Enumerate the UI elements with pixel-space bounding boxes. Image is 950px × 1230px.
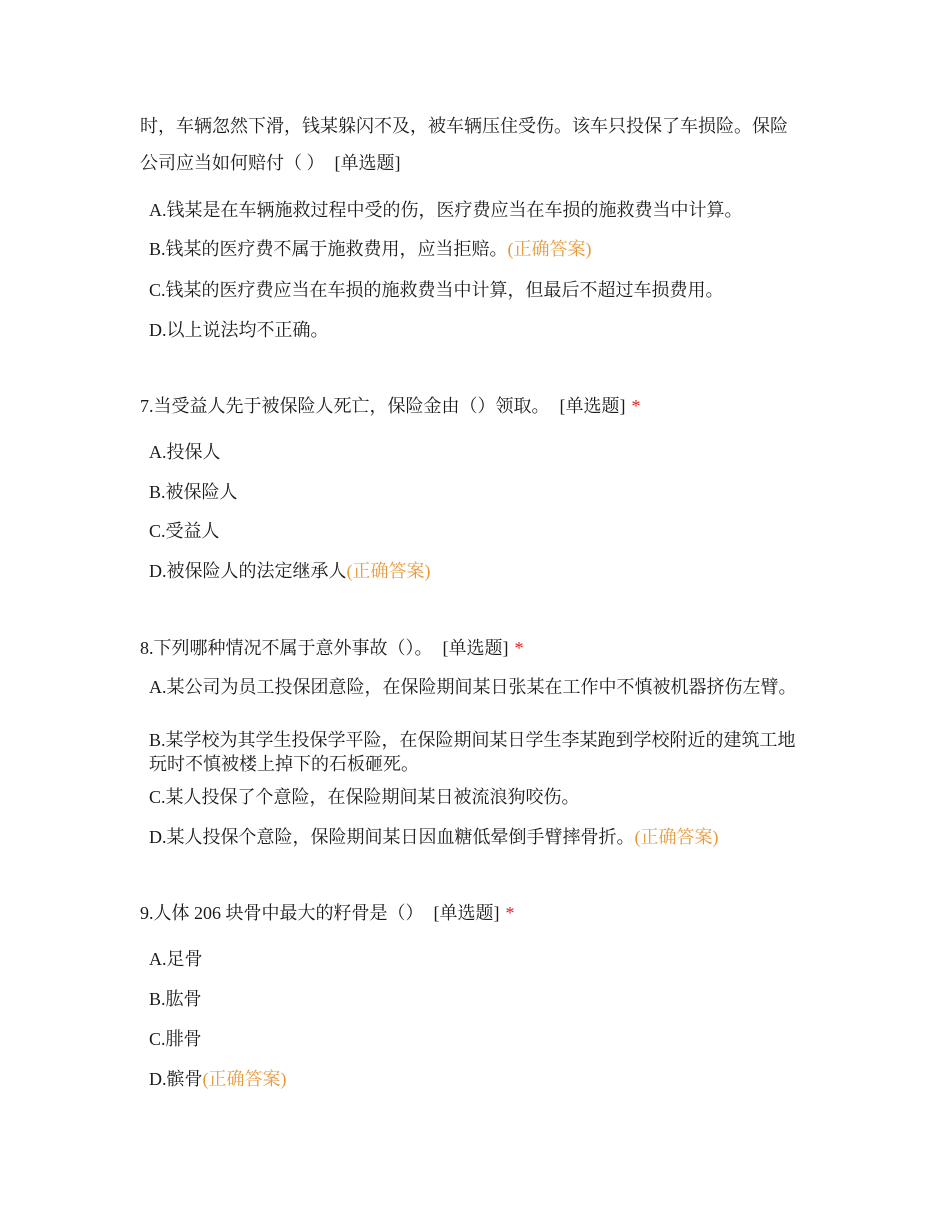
q7-stem: 7.当受益人先于被保险人死亡，保险金由（）领取。 [单选题] * [140, 396, 641, 416]
q6-option-b[interactable]: B.钱某的医疗费不属于施救费用，应当拒赔。(正确答案) [149, 239, 592, 259]
q8-option-d[interactable]: D.某人投保个意险，保险期间某日因血糖低晕倒手臂摔骨折。(正确答案) [149, 827, 719, 847]
q8-type-tag: [单选题] [442, 638, 509, 658]
q9-required-mark: * [505, 903, 515, 923]
q6-stem-line1: 时，车辆忽然下滑，钱某躲闪不及，被车辆压住受伤。该车只投保了车损险。保险 [140, 116, 788, 136]
q9-option-b[interactable]: B.肱骨 [149, 989, 202, 1009]
q6-option-a[interactable]: A.钱某是在车辆施救过程中受的伤，医疗费应当在车损的施救费当中计算。 [149, 200, 743, 220]
q7-required-mark: * [631, 396, 641, 416]
q8-stem: 8.下列哪种情况不属于意外事故（）。 [单选题] * [140, 638, 524, 658]
q9-option-c[interactable]: C.腓骨 [149, 1029, 202, 1049]
q7-option-b[interactable]: B.被保险人 [149, 482, 238, 502]
q7-option-c[interactable]: C.受益人 [149, 521, 220, 541]
q6-option-c[interactable]: C.钱某的医疗费应当在车损的施救费当中计算，但最后不超过车损费用。 [149, 280, 724, 300]
q8-option-b[interactable]: B.某学校为其学生投保学平险，在保险期间某日学生李某跑到学校附近的建筑工地玩时不慎被楼上掉下的石板砸死。 [149, 730, 796, 774]
q9-correct-answer-mark: (正确答案) [202, 1069, 287, 1089]
q8-correct-answer-mark: (正确答案) [634, 827, 719, 847]
q9-option-d[interactable]: D.髌骨(正确答案) [149, 1069, 287, 1089]
q7-option-d[interactable]: D.被保险人的法定继承人(正确答案) [149, 561, 431, 581]
q6-stem-line2: 公司应当如何赔付（ ） [单选题] [140, 153, 401, 173]
q8-option-c[interactable]: C.某人投保了个意险，在保险期间某日被流浪狗咬伤。 [149, 787, 580, 807]
q9-stem: 9.人体 206 块骨中最大的籽骨是（） [单选题] * [140, 903, 515, 923]
q9-option-a[interactable]: A.足骨 [149, 949, 203, 969]
q6-type-tag: [单选题] [334, 153, 401, 173]
q8-option-a[interactable]: A.某公司为员工投保团意险，在保险期间某日张某在工作中不慎被机器挤伤左臂。 [149, 677, 797, 697]
q7-type-tag: [单选题] [559, 396, 626, 416]
q9-type-tag: [单选题] [433, 903, 500, 923]
q8-required-mark: * [514, 638, 524, 658]
q7-option-a[interactable]: A.投保人 [149, 442, 221, 462]
q6-correct-answer-mark: (正确答案) [507, 239, 592, 259]
q6-option-d[interactable]: D.以上说法均不正确。 [149, 320, 329, 340]
q7-correct-answer-mark: (正确答案) [346, 561, 431, 581]
